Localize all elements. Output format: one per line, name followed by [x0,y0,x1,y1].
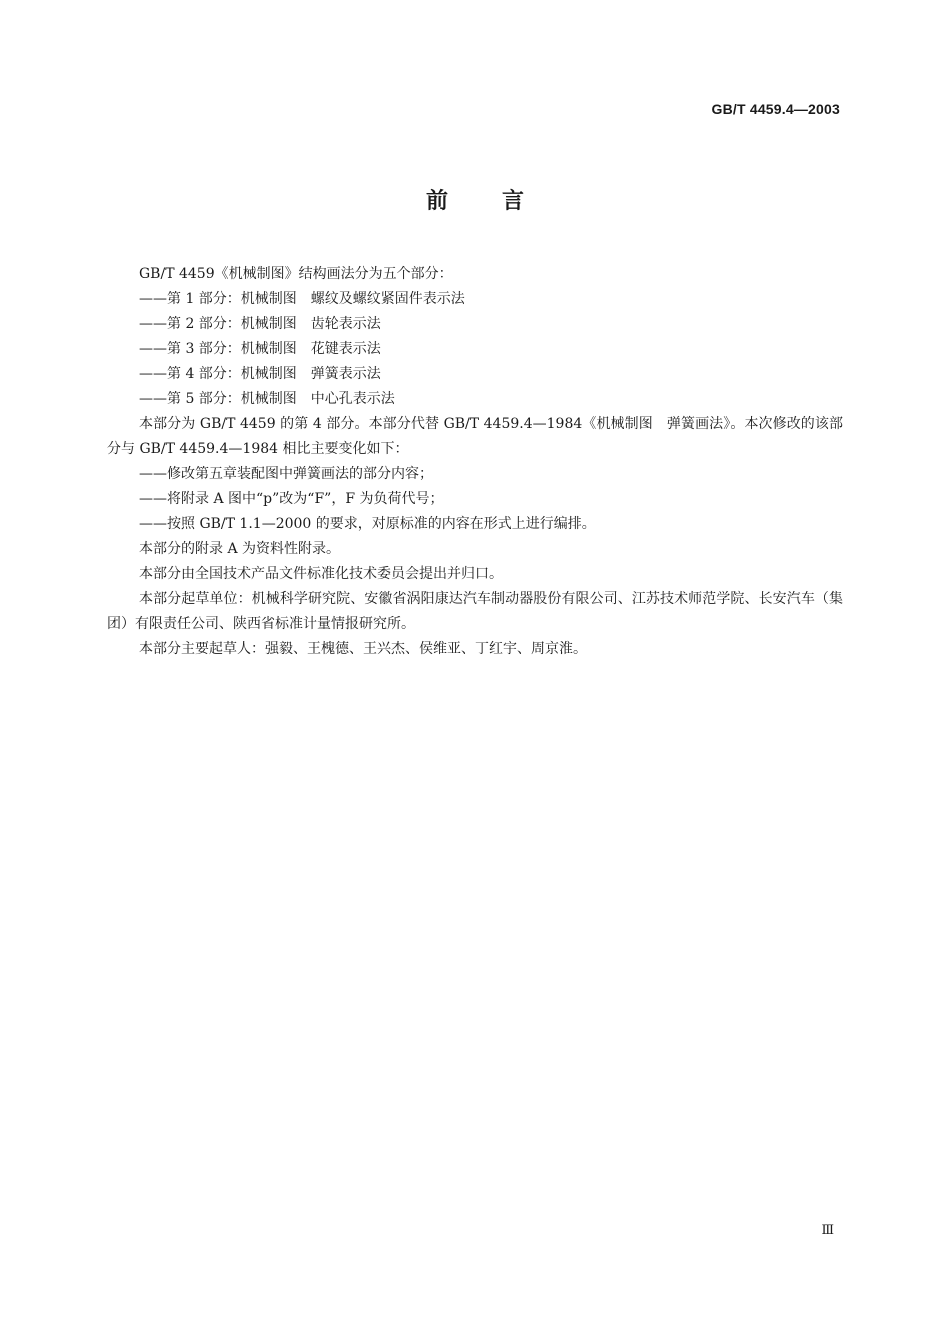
part-list-item: ——第 1 部分：机械制图 螺纹及螺纹紧固件表示法 [139,291,465,307]
standard-number: GB/T 4459.4—2003 [711,101,840,117]
part-list-item: ——第 2 部分：机械制图 齿轮表示法 [139,316,381,332]
change-list-item: ——按照 GB/T 1.1—2000 的要求，对原标准的内容在形式上进行编排。 [139,516,596,532]
foreword-paragraph: 本部分由全国技术产品文件标准化技术委员会提出并归口。 [139,566,503,582]
foreword-paragraph: 本部分起草单位：机械科学研究院、安徽省涡阳康达汽车制动器股份有限公司、江苏技术师范学院、长安汽车（集团）有限责任公司、陕西省标准计量情报研究所。 [107,591,843,632]
page-title: 前言 [425,189,578,214]
change-list-item: ——将附录 A 图中“p”改为“F”，F 为负荷代号； [139,491,444,507]
foreword-paragraph: 本部分的附录 A 为资料性附录。 [139,541,341,557]
page-number: Ⅲ [821,1222,834,1237]
foreword-body [107,262,843,662]
foreword-paragraph: 本部分主要起草人：强毅、王槐德、王兴杰、侯维亚、丁红宇、周京淮。 [139,641,587,657]
foreword-paragraph: GB/T 4459《机械制图》结构画法分为五个部分： [139,266,453,282]
part-list-item: ——第 5 部分：机械制图 中心孔表示法 [139,391,395,407]
foreword-paragraph: 本部分为 GB/T 4459 的第 4 部分。本部分代替 GB/T 4459.4—1984《机械制图 弹簧画法》。本次修改的该部分与 GB/T 4459.4—1984 相比主要变化如下： [107,416,843,457]
change-list-item: ——修改第五章装配图中弹簧画法的部分内容； [139,466,433,482]
part-list-item: ——第 3 部分：机械制图 花键表示法 [139,341,381,357]
part-list-item: ——第 4 部分：机械制图 弹簧表示法 [139,366,381,382]
